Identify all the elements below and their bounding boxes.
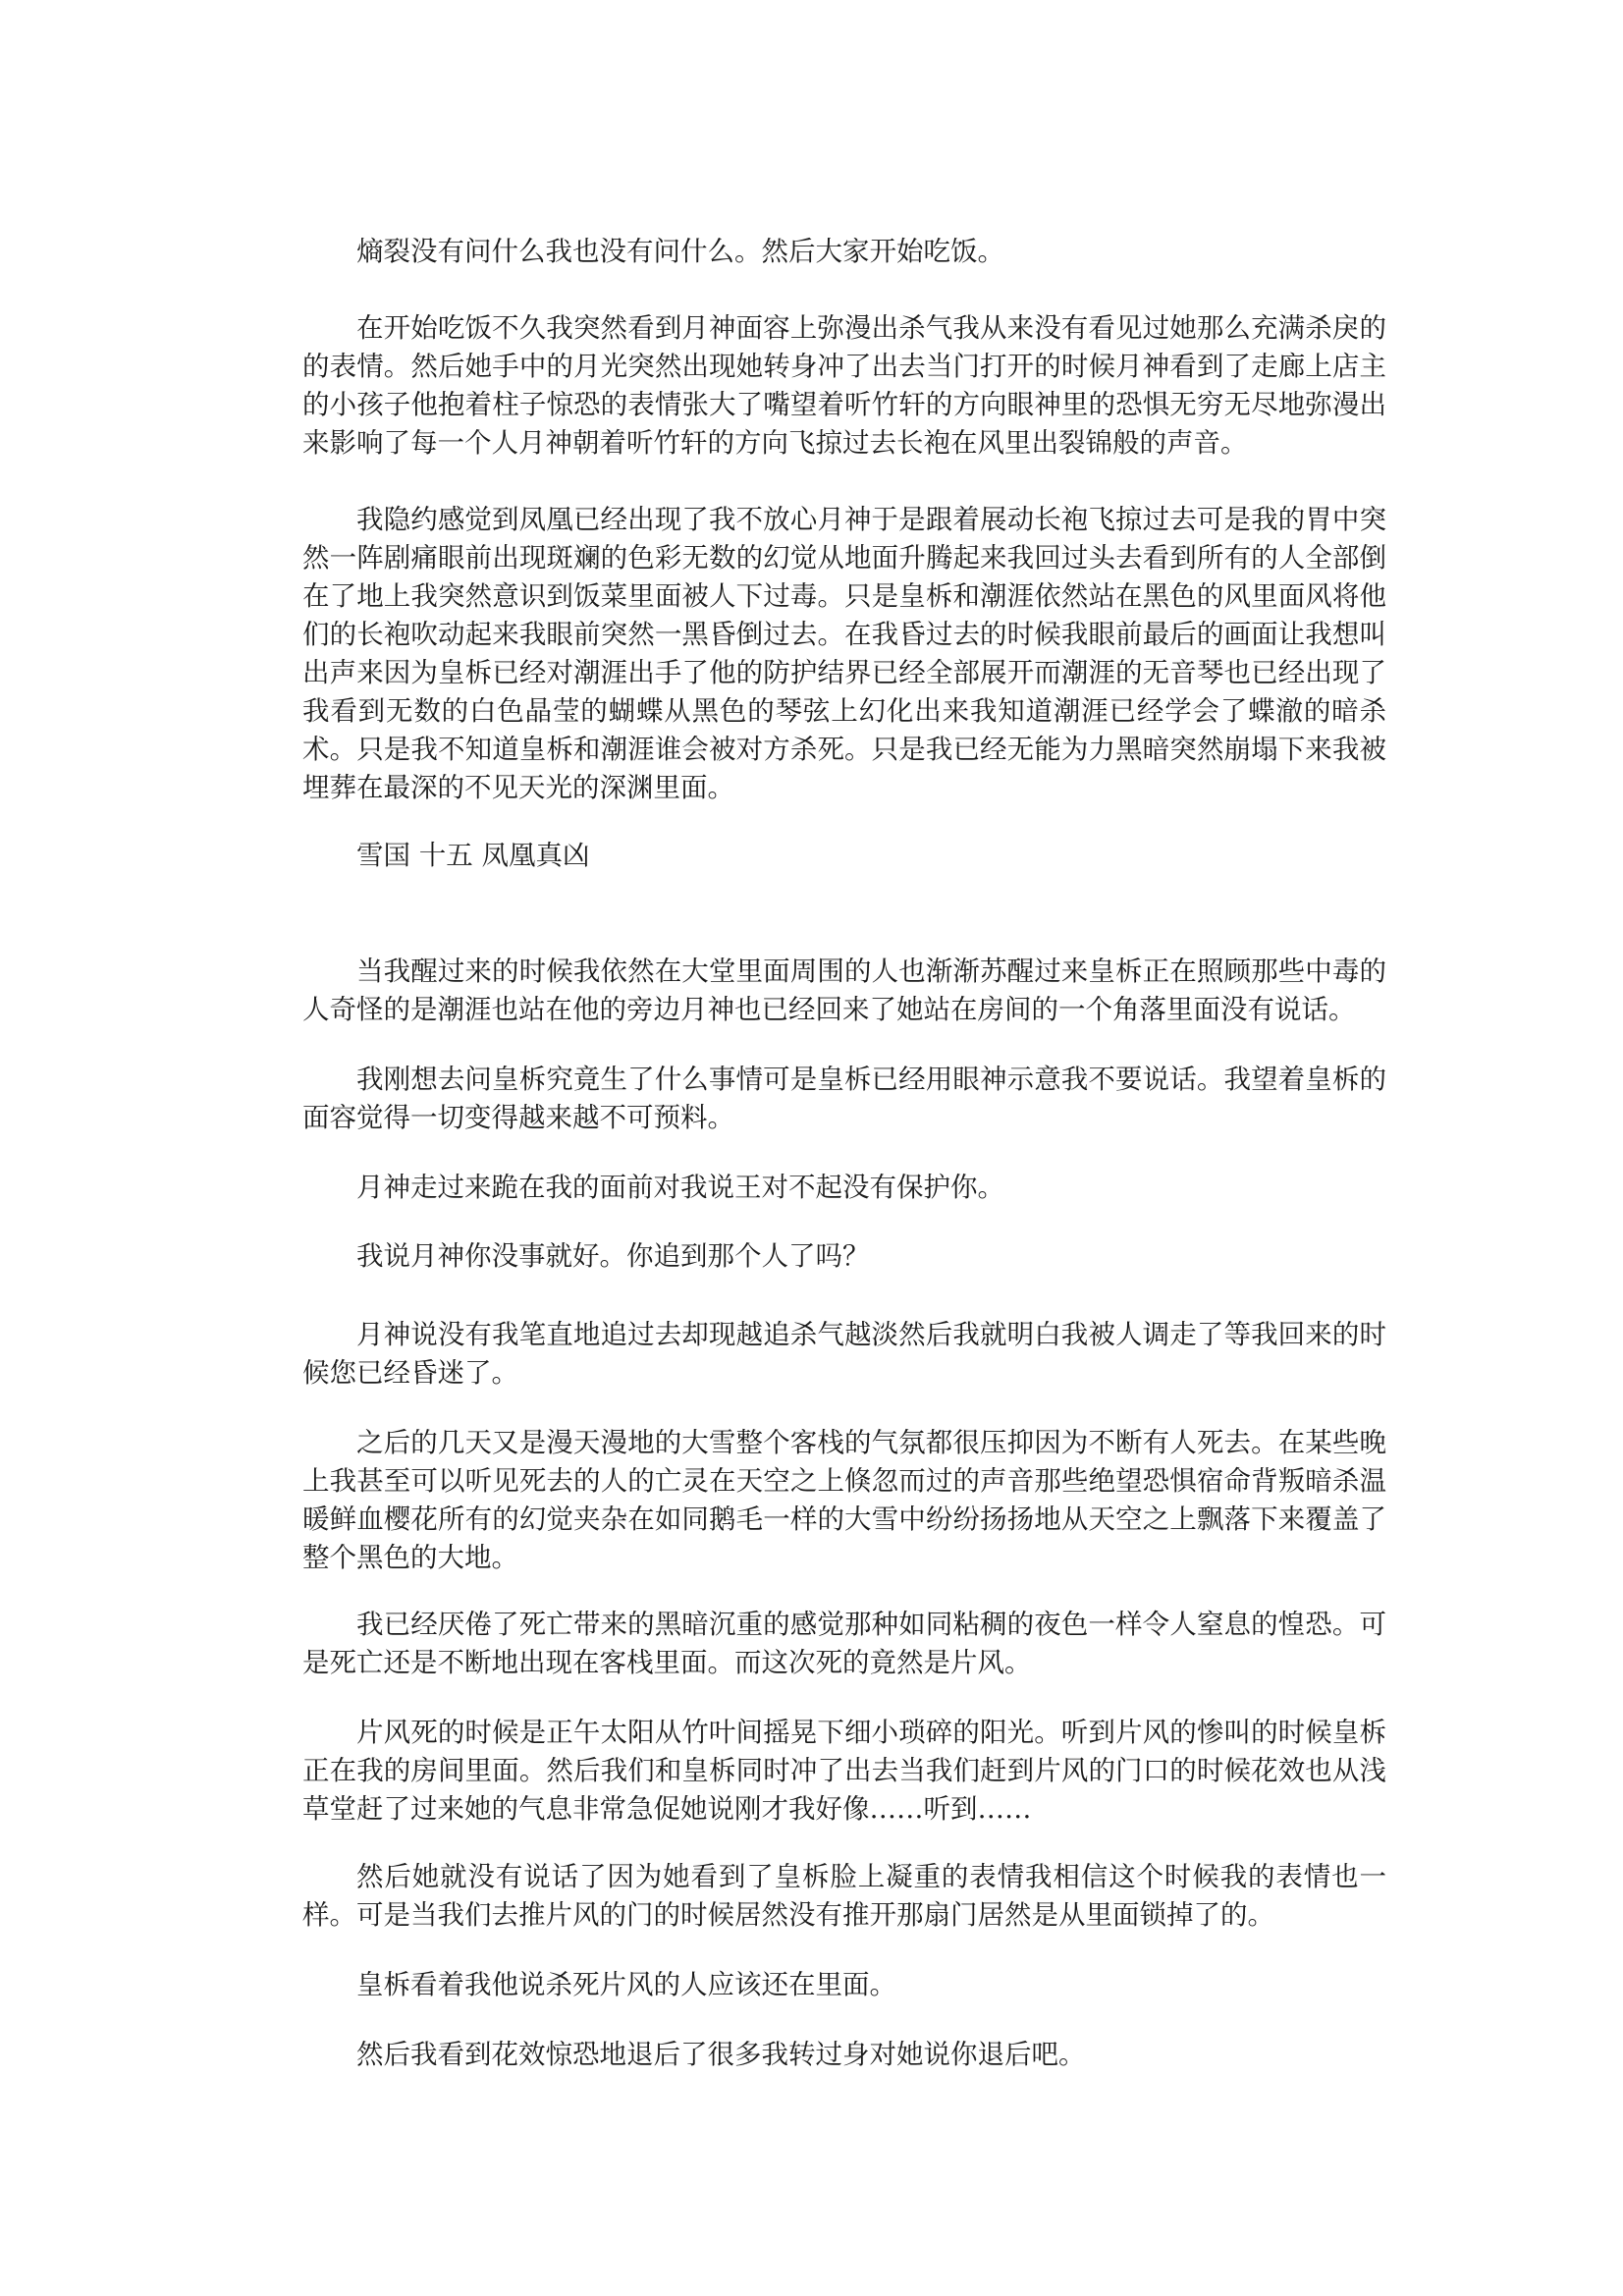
paragraph-14: 然后我看到花效惊恐地退后了很多我转过身对她说你退后吧。 bbox=[356, 2039, 1086, 2070]
paragraph-2: 在开始吃饭不久我突然看到月神面容上弥漫出杀气我从来没有看见过她那么充满杀戾的的表情。然后她手中的月光突然出现她转身冲了出去当门打开的时候月神看到了走廊上店主的小孩子他抱着柱子惊恐的表情张大了嘴望着听竹轩的方向眼神里的恐惧无穷无尽地弥漫出来影响了每一个人月神朝着听竹轩的方向飞掠过去长袍在风里出裂锦般的声音。 bbox=[302, 312, 1386, 459]
paragraph-10: 我已经厌倦了死亡带来的黑暗沉重的感觉那种如同粘稠的夜色一样令人窒息的惶恐。可是死亡还是不断地出现在客栈里面。而这次死的竟然是片风。 bbox=[302, 1609, 1386, 1678]
paragraph-1: 熵裂没有问什么我也没有问什么。然后大家开始吃饭。 bbox=[356, 236, 1004, 267]
paragraph-4: 当我醒过来的时候我依然在大堂里面周围的人也渐渐苏醒过来皇柝正在照顾那些中毒的人奇怪的是潮涯也站在他的旁边月神也已经回来了她站在房间的一个角落里面没有说话。 bbox=[302, 956, 1386, 1025]
paragraph-13: 皇柝看着我他说杀死片风的人应该还在里面。 bbox=[356, 1969, 896, 2000]
paragraph-6: 月神走过来跪在我的面前对我说王对不起没有保护你。 bbox=[356, 1172, 1004, 1203]
paragraph-8: 月神说没有我笔直地追过去却现越追杀气越淡然后我就明白我被人调走了等我回来的时候您已经昏迷了。 bbox=[302, 1319, 1386, 1389]
paragraph-5: 我刚想去问皇柝究竟生了什么事情可是皇柝已经用眼神示意我不要说话。我望着皇柝的面容觉得一切变得越来越不可预料。 bbox=[302, 1064, 1386, 1133]
paragraph-7: 我说月神你没事就好。你追到那个人了吗？ bbox=[356, 1240, 870, 1272]
chapter-heading: 雪国 十五 凤凰真凶 bbox=[356, 840, 590, 871]
paragraph-11: 片风死的时候是正午太阳从竹叶间摇晃下细小琐碎的阳光。听到片风的惨叫的时候皇柝正在我的房间里面。然后我们和皇柝同时冲了出去当我们赶到片风的门口的时候花效也从浅草堂赶了过来她的气息非常急促她说刚才我好像……听到…… bbox=[302, 1717, 1386, 1825]
paragraph-9: 之后的几天又是漫天漫地的大雪整个客栈的气氛都很压抑因为不断有人死去。在某些晚上我甚至可以听见死去的人的亡灵在天空之上倏忽而过的声音那些绝望恐惧宿命背叛暗杀温暖鲜血樱花所有的幻觉夹杂在如同鹅毛一样的大雪中纷纷扬扬地从天空之上飘落下来覆盖了整个黑色的大地。 bbox=[302, 1427, 1386, 1573]
paragraph-3: 我隐约感觉到凤凰已经出现了我不放心月神于是跟着展动长袍飞掠过去可是我的胃中突然一阵剧痛眼前出现斑斓的色彩无数的幻觉从地面升腾起来我回过头去看到所有的人全部倒在了地上我突然意识到饭菜里面被人下过毒。只是皇柝和潮涯依然站在黑色的风里面风将他们的长袍吹动起来我眼前突然一黑昏倒过去。在我昏过去的时候我眼前最后的画面让我想叫出声来因为皇柝已经对潮涯出手了他的防护结界已经全部展开而潮涯的无音琴也已经出现了我看到无数的白色晶莹的蝴蝶从黑色的琴弦上幻化出来我知道潮涯已经学会了蝶澈的暗杀术。只是我不知道皇柝和潮涯谁会被对方杀死。只是我已经无能为力黑暗突然崩塌下来我被埋葬在最深的不见天光的深渊里面。 bbox=[302, 504, 1386, 803]
paragraph-12: 然后她就没有说话了因为她看到了皇柝脸上凝重的表情我相信这个时候我的表情也一样。可是当我们去推片风的门的时候居然没有推开那扇门居然是从里面锁掉了的。 bbox=[302, 1861, 1386, 1931]
